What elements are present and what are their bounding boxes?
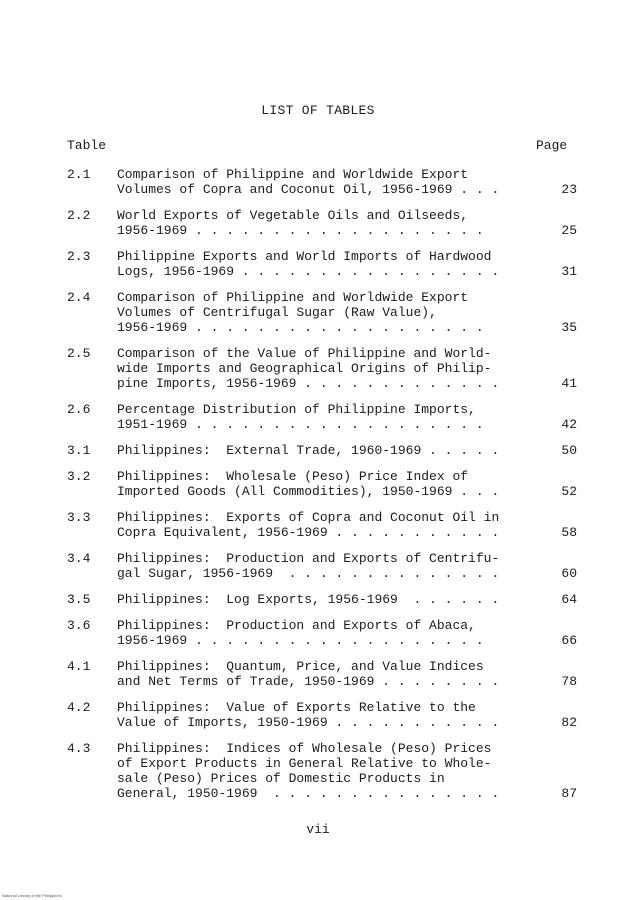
toc-entry <box>67 443 577 458</box>
toc-entry <box>67 741 577 801</box>
toc-entry <box>67 700 577 730</box>
page-ref: 64 <box>561 592 577 607</box>
toc-entry <box>67 249 577 279</box>
table-column-header: Table <box>67 138 107 153</box>
table-number: 3.2 <box>67 469 91 484</box>
table-number: 3.4 <box>67 551 91 566</box>
toc-entry <box>67 469 577 499</box>
page-number: vii <box>306 822 330 837</box>
caption-line: of Export Products in General Relative to Whole- <box>117 756 492 771</box>
caption-line: Philippines: Production and Exports of Centrifu- <box>117 551 500 566</box>
table-caption <box>117 741 537 801</box>
toc-entry <box>67 290 577 335</box>
table-number: 3.1 <box>67 443 91 458</box>
caption-line: wide Imports and Geographical Origins of Philip- <box>117 361 492 376</box>
table-caption <box>117 510 537 540</box>
table-number: 3.5 <box>67 592 91 607</box>
toc-entry <box>67 402 577 432</box>
caption-line: and Net Terms of Trade, 1950-1969 . . . . . . . . <box>117 674 500 689</box>
table-caption <box>117 402 537 432</box>
table-number: 2.1 <box>67 167 91 182</box>
caption-line: Philippines: Production and Exports of Abaca, <box>117 618 476 633</box>
page-ref: 66 <box>561 633 577 648</box>
footer-note: National Library of the Philippines <box>2 893 62 898</box>
caption-line: Philippines: Indices of Wholesale (Peso) Prices <box>117 741 492 756</box>
page-ref: 87 <box>561 786 577 801</box>
caption-line: Comparison of the Value of Philippine and World- <box>117 346 492 361</box>
table-number: 2.3 <box>67 249 91 264</box>
table-caption <box>117 346 537 391</box>
caption-line: 1956-1969 . . . . . . . . . . . . . . . . . . . <box>117 320 484 335</box>
caption-line: pine Imports, 1956-1969 . . . . . . . . . . . . . <box>117 376 500 391</box>
caption-line: Volumes of Centrifugal Sugar (Raw Value), <box>117 305 437 320</box>
caption-line: Philippines: Log Exports, 1956-1969 . . . . . . <box>117 592 500 607</box>
table-number: 2.6 <box>67 402 91 417</box>
caption-line: Logs, 1956-1969 . . . . . . . . . . . . . . . . . <box>117 264 500 279</box>
caption-line: Percentage Distribution of Philippine Imports, <box>117 402 476 417</box>
caption-line: Volumes of Copra and Coconut Oil, 1956-1969 . . . <box>117 182 500 197</box>
table-caption <box>117 249 537 279</box>
caption-line: gal Sugar, 1956-1969 . . . . . . . . . . . . . . <box>117 566 500 581</box>
page-ref: 52 <box>561 484 577 499</box>
table-caption <box>117 290 537 335</box>
caption-line: 1956-1969 . . . . . . . . . . . . . . . . . . . <box>117 633 484 648</box>
caption-line: General, 1950-1969 . . . . . . . . . . . . . . . <box>117 786 500 801</box>
table-caption <box>117 618 537 648</box>
caption-line: 1956-1969 . . . . . . . . . . . . . . . . . . . <box>117 223 484 238</box>
table-caption <box>117 443 537 458</box>
toc-entry <box>67 592 577 607</box>
toc-entry <box>67 510 577 540</box>
caption-line: Philippines: Value of Exports Relative to the <box>117 700 476 715</box>
caption-line: Philippine Exports and World Imports of Hardwood <box>117 249 492 264</box>
page-ref: 58 <box>561 525 577 540</box>
caption-line: Philippines: Quantum, Price, and Value Indices <box>117 659 484 674</box>
page-ref: 50 <box>561 443 577 458</box>
caption-line: 1951-1969 . . . . . . . . . . . . . . . . . . . <box>117 417 484 432</box>
page-ref: 31 <box>561 264 577 279</box>
table-list <box>67 167 577 801</box>
caption-line: Imported Goods (All Commodities), 1950-1969 . . . <box>117 484 500 499</box>
caption-line: Philippines: External Trade, 1960-1969 . . . . . <box>117 443 500 458</box>
table-caption <box>117 551 537 581</box>
page-ref: 41 <box>561 376 577 391</box>
table-caption <box>117 208 537 238</box>
toc-entry <box>67 346 577 391</box>
table-caption <box>117 700 537 730</box>
table-number: 2.5 <box>67 346 91 361</box>
caption-line: Value of Imports, 1950-1969 . . . . . . . . . . . <box>117 715 500 730</box>
table-caption <box>117 592 537 607</box>
toc-entry <box>67 659 577 689</box>
table-number: 2.4 <box>67 290 91 305</box>
toc-entry <box>67 618 577 648</box>
table-caption <box>117 469 537 499</box>
table-caption <box>117 659 537 689</box>
toc-entry <box>67 167 577 197</box>
page-ref: 25 <box>561 223 577 238</box>
caption-line: Philippines: Exports of Copra and Coconut Oil in <box>117 510 500 525</box>
page-ref: 42 <box>561 417 577 432</box>
caption-line: Philippines: Wholesale (Peso) Price Index of <box>117 469 469 484</box>
page-title: LIST OF TABLES <box>261 103 375 118</box>
toc-entry <box>67 208 577 238</box>
page-ref: 23 <box>561 182 577 197</box>
table-number: 4.2 <box>67 700 91 715</box>
table-caption <box>117 167 537 197</box>
page-ref: 35 <box>561 320 577 335</box>
table-number: 3.3 <box>67 510 91 525</box>
table-number: 3.6 <box>67 618 91 633</box>
caption-line: World Exports of Vegetable Oils and Oilseeds, <box>117 208 469 223</box>
caption-line: Comparison of Philippine and Worldwide Export <box>117 290 469 305</box>
table-number: 4.3 <box>67 741 91 756</box>
toc-entry <box>67 551 577 581</box>
page-ref: 60 <box>561 566 577 581</box>
page-ref: 82 <box>561 715 577 730</box>
caption-line: Copra Equivalent, 1956-1969 . . . . . . . . . . . <box>117 525 500 540</box>
caption-line: Comparison of Philippine and Worldwide Export <box>117 167 469 182</box>
table-number: 4.1 <box>67 659 91 674</box>
page-ref: 78 <box>561 674 577 689</box>
page-column-header: Page <box>536 138 568 153</box>
table-number: 2.2 <box>67 208 91 223</box>
caption-line: sale (Peso) Prices of Domestic Products in <box>117 771 445 786</box>
